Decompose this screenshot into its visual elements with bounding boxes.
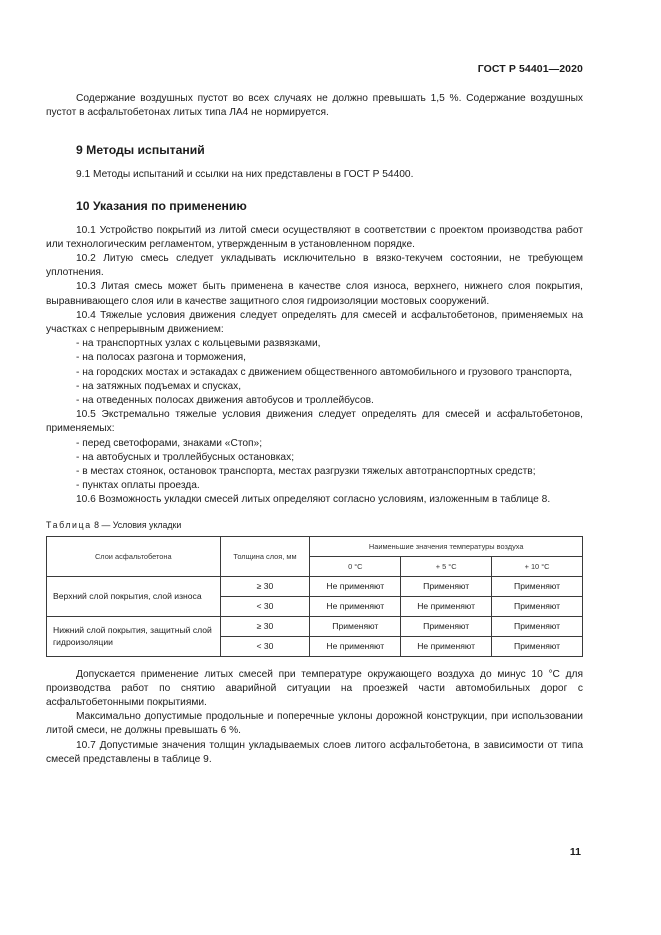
- header-temp-0: 0 °C: [310, 556, 401, 576]
- value-cell: Не применяют: [401, 596, 492, 616]
- thickness-cell: < 30: [220, 596, 310, 616]
- value-cell: Не применяют: [310, 576, 401, 596]
- paragraph-9-1: 9.1 Методы испытаний и ссылки на них представлены в ГОСТ Р 54400.: [76, 169, 414, 181]
- header-layers: Слои асфальтобетона: [47, 536, 221, 576]
- header-temp-10: + 10 °C: [492, 556, 583, 576]
- list-item: - перед светофорами, знаками «Стоп»;: [76, 437, 263, 449]
- paragraph-after-table-1: Допускается применение литых смесей при температуре окружающего воздуха до минус 10 °С для производства работ по снятию аварийной ситуации на проезжей части автомобильных дорог с асфальтобетонными покрытиями.: [46, 668, 583, 709]
- section-10-title: 10 Указания по применению: [76, 198, 247, 213]
- table-header-row: [47, 536, 583, 556]
- thickness-cell: ≥ 30: [220, 576, 310, 596]
- value-cell: Применяют: [401, 616, 492, 636]
- table-caption-label: Таблица: [46, 519, 92, 530]
- list-item: - на транспортных узлах с кольцевыми развязками,: [76, 338, 321, 350]
- value-cell: Применяют: [492, 596, 583, 616]
- paragraph-10-1: 10.1 Устройство покрытий из литой смеси осуществляют в соответствии с проектом производства работ или технологическим регламентом, утвержденным в установленном порядке.: [46, 224, 583, 250]
- list-item: - пунктах оплаты проезда.: [76, 480, 200, 492]
- value-cell: Не применяют: [310, 596, 401, 616]
- value-cell: Не применяют: [310, 636, 401, 656]
- list-item: - на автобусных и троллейбусных остановках;: [76, 451, 295, 463]
- table-row: [47, 576, 583, 596]
- value-cell: Применяют: [492, 576, 583, 596]
- list-item: - на затяжных подъемах и спусках,: [76, 380, 242, 392]
- paragraph-10-6: 10.6 Возможность укладки смесей литых определяют согласно условиям, изложенным в таблице 8.: [76, 494, 551, 506]
- paragraph-10-2: 10.2 Литую смесь следует укладывать исключительно в вязко-текучем состоянии, не требующем уплотнения.: [46, 253, 583, 279]
- list-item: - на полосах разгона и торможения,: [76, 352, 246, 364]
- list-item: - в местах стоянок, остановок транспорта, местах разгрузки тяжелых автотранспортных средств;: [76, 466, 536, 478]
- paragraph-10-4: 10.4 Тяжелые условия движения следует определять для смесей и асфальтобетонов, применяемых на участках с непрерывным движением:: [46, 309, 583, 336]
- thickness-cell: ≥ 30: [220, 616, 310, 636]
- value-cell: Применяют: [492, 616, 583, 636]
- value-cell: Не применяют: [401, 636, 492, 656]
- table-caption: [46, 519, 583, 531]
- header-temp-5: + 5 °C: [401, 556, 492, 576]
- paragraph-10-7: 10.7 Допустимые значения толщин укладываемых слоев литого асфальтобетона, в зависимости от типа смесей представлены в таблице 9.: [46, 739, 583, 765]
- table-caption-text: 8 — Условия укладки: [91, 519, 182, 530]
- paragraph-10-5: 10.5 Экстремально тяжелые условия движения следует определять для смесей и асфальтобетонов, применяемых:: [46, 409, 583, 435]
- table-row: [47, 616, 583, 636]
- header-temperature-group: Наименьшие значения температуры воздуха: [310, 536, 583, 556]
- header-thickness: Толщина слоя, мм: [220, 536, 310, 576]
- paragraph-10-3: 10.3 Литая смесь может быть применена в качестве слоя износа, верхнего, нижнего слоя покрытия, выравнивающего слоя или в качестве защитного слоя гидроизоляции мостовых сооружений.: [46, 281, 583, 307]
- value-cell: Применяют: [492, 636, 583, 656]
- thickness-cell: < 30: [220, 636, 310, 656]
- list-item: - на отведенных полосах движения автобусов и троллейбусов.: [76, 395, 374, 407]
- list-item: - на городских мостах и эстакадах с движением общественного автомобильного и грузового транспорта,: [76, 366, 573, 378]
- standard-header: ГОСТ Р 54401—2020: [477, 63, 583, 75]
- table-8-laying-conditions: [46, 536, 583, 657]
- page-number: 11: [569, 846, 581, 858]
- page-content: [46, 92, 583, 767]
- value-cell: Применяют: [310, 616, 401, 636]
- intro-paragraph: Содержание воздушных пустот во всех случаях не должно превышать 1,5 %. Содержание воздушных пустот в асфальтобетонах литых типа ЛА4 не нормируется.: [46, 93, 583, 119]
- layer-cell: Верхний слой покрытия, слой износа: [47, 576, 221, 616]
- layer-cell: Нижний слой покрытия, защитный слой гидроизоляции: [47, 616, 221, 656]
- section-9-title: 9 Методы испытаний: [76, 143, 205, 158]
- value-cell: Применяют: [401, 576, 492, 596]
- paragraph-after-table-2: Максимально допустимые продольные и поперечные уклоны дорожной конструкции, при использовании литой смеси, не должны превышать 6 %.: [46, 711, 583, 737]
